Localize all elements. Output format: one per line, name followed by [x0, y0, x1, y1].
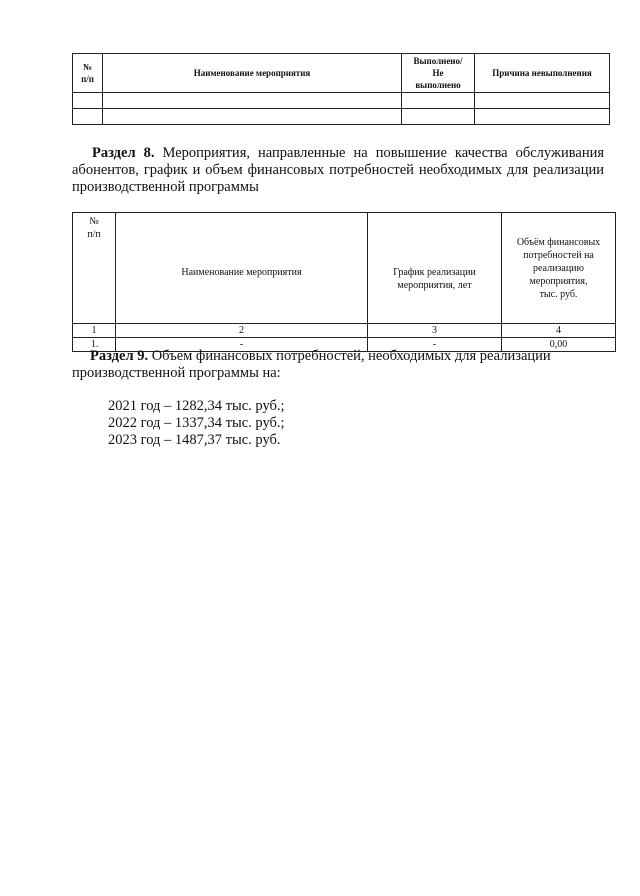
table-row	[73, 93, 610, 109]
table-cell	[475, 109, 610, 125]
row-name: -	[116, 338, 368, 352]
row-finance: 0,00	[502, 338, 616, 352]
header-reason: Причина невыполнения	[475, 54, 610, 93]
row-schedule: -	[368, 338, 502, 352]
section-8-text: Мероприятия, направленные на повышение качества обслуживания абонентов, график и объем финансовых потребностей необходимых для реализации производственной программы	[72, 145, 605, 195]
table-cell	[103, 93, 402, 109]
measures-table	[72, 212, 616, 352]
table-cell	[475, 93, 610, 109]
year-line: 2021 год – 1282,34 тыс. руб.;	[108, 398, 285, 414]
table-cell	[73, 93, 103, 109]
year-line: 2023 год – 1487,37 тыс. руб.	[108, 432, 281, 448]
header-schedule	[368, 213, 502, 324]
header-num	[73, 54, 103, 93]
header-num	[73, 213, 116, 324]
header-finance-line: реализацию	[533, 262, 584, 274]
header-num-line: п/п	[81, 74, 94, 84]
header-status-line: Не	[432, 68, 444, 78]
section-9-label: Раздел 9.	[90, 348, 149, 364]
table-header-row	[73, 54, 610, 93]
header-num-line: №	[89, 216, 99, 227]
table-cell	[402, 109, 475, 125]
column-number: 3	[368, 324, 502, 338]
execution-table	[72, 53, 610, 125]
section-9-paragraph	[72, 348, 592, 382]
header-finance-line: тыс. руб.	[539, 288, 578, 300]
row-num: 1.	[73, 338, 116, 352]
section-8-paragraph	[72, 145, 604, 196]
header-num-line: №	[82, 62, 93, 72]
column-number: 2	[116, 324, 368, 338]
header-finance	[502, 213, 616, 324]
header-schedule-line: мероприятия, лет	[397, 280, 472, 291]
table-cell	[402, 93, 475, 109]
header-status-line: Выполнено/	[413, 56, 463, 66]
header-num-line: п/п	[87, 229, 101, 240]
header-finance-line: мероприятия,	[529, 275, 588, 287]
section-9-text: Объем финансовых потребностей, необходимых для реализации производственной программы на:	[72, 348, 551, 381]
table-header-row	[73, 213, 616, 324]
column-number-row	[73, 324, 616, 338]
header-status	[402, 54, 475, 93]
header-name: Наименование мероприятия	[116, 213, 368, 324]
column-number: 1	[73, 324, 116, 338]
header-name: Наименование мероприятия	[103, 54, 402, 93]
section-8-label: Раздел 8.	[92, 145, 155, 161]
table-cell	[73, 109, 103, 125]
year-line: 2022 год – 1337,34 тыс. руб.;	[108, 415, 285, 431]
header-status-line: выполнено	[415, 80, 461, 90]
header-schedule-line: График реализации	[393, 267, 476, 278]
table-row	[73, 109, 610, 125]
column-number: 4	[502, 324, 616, 338]
table-cell	[103, 109, 402, 125]
header-finance-line: потребностей на	[523, 249, 594, 261]
header-finance-line: Объём финансовых	[516, 236, 601, 248]
